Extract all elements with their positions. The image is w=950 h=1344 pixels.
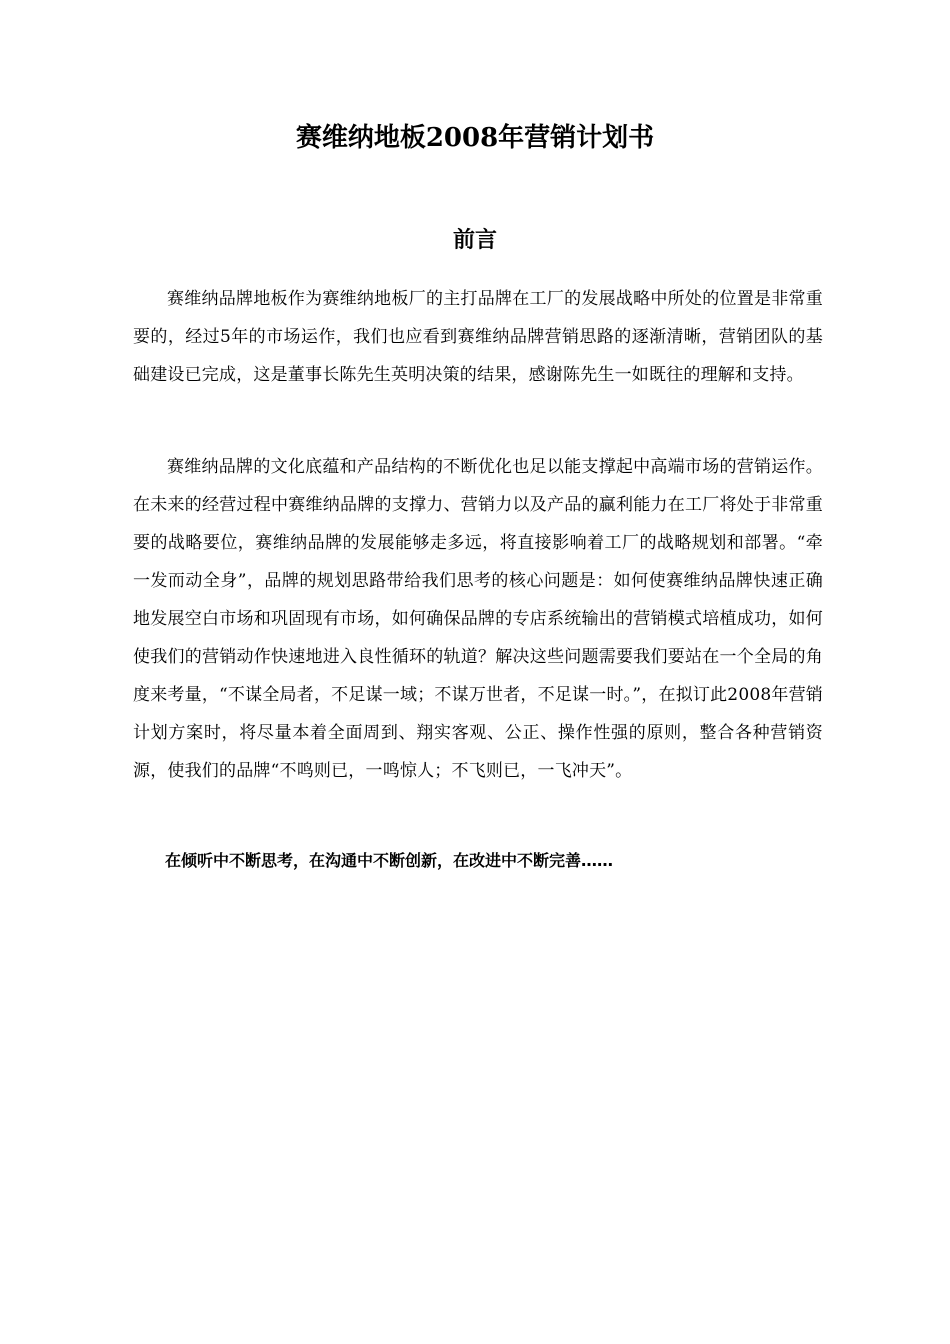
section-heading-preface: 前言: [452, 227, 497, 253]
closing-motto: 在倾听中不断思考，在沟通中不断创新，在改进中不断完善……: [165, 851, 614, 870]
document-title: 赛维纳地板2008年营销计划书: [295, 123, 655, 153]
body-paragraph: 赛维纳品牌地板作为赛维纳地板厂的主打品牌在工厂的发展战略中所处的位置是非常重要的，经过5年的市场运作，我们也应看到赛维纳品牌营销思路的逐渐清晰，营销团队的基础建设已完成，这是董事长陈先生英明决策的结果，感谢陈先生一如既往的理解和支持。: [133, 289, 823, 385]
body-paragraph: 赛维纳品牌的文化底蕴和产品结构的不断优化也足以能支撑起中高端市场的营销运作。在未来的经营过程中赛维纳品牌的支撑力、营销力以及产品的赢利能力在工厂将处于非常重要的战略要位，赛维纳品牌的发展能够走多远，将直接影响着工厂的战略规划和部署。“牵一发而动全身”，品牌的规划思路带给我们思考的核心问题是：如何使赛维纳品牌快速正确地发展空白市场和巩固现有市场，如何确保品牌的专店系统输出的营销模式培植成功，如何使我们的营销动作快速地进入良性循环的轨道？解决这些问题需要我们要站在一个全局的角度来考量，“不谋全局者，不足谋一域；不谋万世者，不足谋一时。”，在拟订此2008年营销计划方案时，将尽量本着全面周到、翔实客观、公正、操作性强的原则，整合各种营销资源，使我们的品牌“不鸣则已，一鸣惊人；不飞则已，一飞冲天”。: [133, 457, 823, 781]
